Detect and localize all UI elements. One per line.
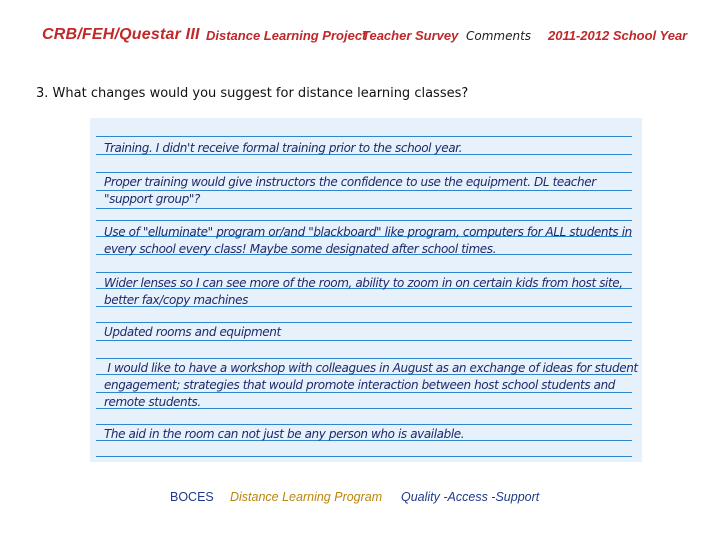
answer-6: I would like to have a workshop with colleagues in August as an exchange of ideas for student engagement; strategies that would promote interaction between host school students and remote students.: [104, 361, 642, 409]
header-bar: [42, 26, 688, 44]
answer-3: Use of "elluminate" program or/and "blackboard" like program, computers for ALL students in every school every class! Maybe some designated after school times.: [104, 225, 632, 256]
ruled-line: [96, 424, 632, 425]
ruled-line: [96, 172, 632, 173]
ruled-line: [96, 456, 632, 457]
project-title: Distance Learning Project: [206, 28, 367, 43]
ruled-line: [96, 208, 632, 209]
footer-tagline: Quality -Access -Support: [401, 490, 540, 504]
survey-title: Teacher Survey: [362, 28, 459, 43]
answer-4: Wider lenses so I can see more of the room, ability to zoom in on certain kids from host site, better fax/copy machines: [104, 276, 623, 307]
answer-7: The aid in the room can not just be any person who is available.: [104, 427, 465, 441]
ruled-line: [96, 358, 632, 359]
answer-1: Training. I didn't receive formal training prior to the school year.: [104, 141, 462, 155]
answer-2: Proper training would give instructors the confidence to use the equipment. DL teacher "support group"?: [104, 175, 596, 206]
ruled-line: [96, 272, 632, 273]
answers-panel: [90, 118, 642, 462]
question-heading: 3. What changes would you suggest for distance learning classes?: [36, 86, 469, 101]
answer-5: Updated rooms and equipment: [104, 325, 281, 339]
brand-title: CRB/FEH/Questar III: [42, 26, 200, 43]
ruled-line: [96, 322, 632, 323]
ruled-line: [96, 220, 632, 221]
ruled-line: [96, 136, 632, 137]
footer-program: Distance Learning Program: [230, 490, 383, 504]
section-label: Comments: [466, 29, 532, 43]
school-year: 2011-2012 School Year: [548, 28, 688, 43]
footer-org: BOCES: [170, 490, 214, 504]
